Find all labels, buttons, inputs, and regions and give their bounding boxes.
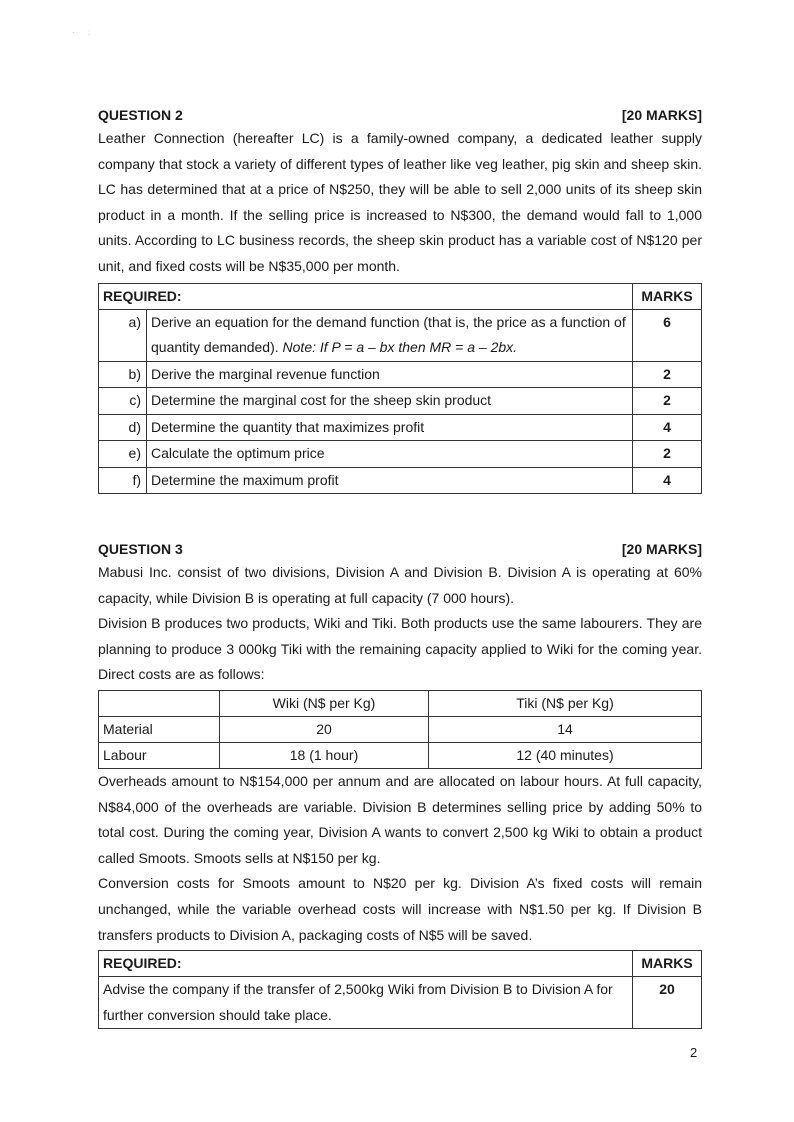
costs-row-labour — [99, 742, 702, 768]
costs-cell-tiki: 14 — [429, 716, 702, 742]
row-label: d) — [99, 414, 147, 441]
row-marks: 2 — [633, 441, 702, 468]
row-text: Determine the quantity that maximizes profit — [147, 414, 633, 441]
question-3 — [98, 538, 702, 1029]
required-row-d — [99, 414, 702, 441]
costs-header-row — [99, 690, 702, 716]
required-row-b — [99, 361, 702, 388]
row-label: a) — [99, 309, 147, 361]
row-marks: 20 — [633, 977, 702, 1029]
required-header-row — [99, 283, 702, 309]
col-header-wiki: Wiki (N$ per Kg) — [220, 690, 429, 716]
question-3-header — [98, 538, 702, 560]
row-marks: 4 — [633, 414, 702, 441]
row-label: c) — [99, 388, 147, 415]
question-3-paragraph-2: Division B produces two products, Wiki and Tiki. Both products use the same labourers. They are planning to produce 3 000kg Tiki with the remaining capacity applied to Wiki for the coming year. Direct costs are as follows: — [98, 615, 702, 683]
question-3-paragraph-4: Conversion costs for Smoots amount to N$20 per kg. Division A’s fixed costs will remain unchanged, while the variable overhead costs will increase with N$1.50 per kg. If Division B transfers products to Division A, packaging costs of N$5 will be saved. — [98, 875, 702, 943]
question-3-paragraph-1: Mabusi Inc. consist of two divisions, Division A and Division B. Division A is operating at 60% capacity, while Division B is operating at full capacity (7 000 hours). — [98, 564, 702, 606]
question-3-paragraph-3: Overheads amount to N$154,000 per annum and are allocated on labour hours. At full capacity, N$84,000 of the overheads are variable. Division B determines selling price by adding 50% to total cost. During the coming year, Division A wants to convert 2,500 kg Wiki to obtain a product called Smoots. Smoots sells at N$150 per kg. — [98, 772, 702, 866]
row-marks: 4 — [633, 467, 702, 494]
marks-header: MARKS — [633, 951, 702, 977]
question-2-title: QUESTION 2 — [98, 107, 183, 123]
question-2-marks: [20 MARKS] — [621, 107, 702, 123]
question-3-marks: [20 MARKS] — [621, 541, 702, 557]
row-text-main: Derive an equation for the demand function (that is, the price as a function of quantity demanded). — [151, 313, 626, 356]
row-marks: 2 — [633, 388, 702, 415]
costs-cell-tiki: 12 (40 minutes) — [429, 742, 702, 768]
direct-costs-table — [98, 690, 702, 769]
row-text: Advise the company if the transfer of 2,500kg Wiki from Division B to Division A for further conversion should take place. — [99, 977, 633, 1029]
costs-cell-wiki: 18 (1 hour) — [220, 742, 429, 768]
row-text: Calculate the optimum price — [147, 441, 633, 468]
question-2-header — [98, 104, 702, 126]
row-marks: 2 — [633, 361, 702, 388]
costs-cell-wiki: 20 — [220, 716, 429, 742]
costs-row-label: Labour — [99, 742, 220, 768]
row-label: f) — [99, 467, 147, 494]
required-row-e — [99, 441, 702, 468]
required-row-a — [99, 309, 702, 361]
costs-row-label: Material — [99, 716, 220, 742]
costs-row-material — [99, 716, 702, 742]
required-header: REQUIRED: — [99, 283, 633, 309]
required-row — [99, 977, 702, 1029]
question-3-required-table — [98, 950, 702, 1029]
row-label: e) — [99, 441, 147, 468]
row-text: Determine the maximum profit — [147, 467, 633, 494]
row-marks: 6 — [633, 309, 702, 361]
row-label: b) — [99, 361, 147, 388]
question-2-required-table — [98, 283, 702, 495]
row-text — [147, 309, 633, 361]
question-2 — [98, 104, 702, 494]
question-3-title: QUESTION 3 — [98, 541, 183, 557]
scan-specks: · : — [72, 28, 91, 37]
required-row-c — [99, 388, 702, 415]
row-text: Derive the marginal revenue function — [147, 361, 633, 388]
required-header-row — [99, 951, 702, 977]
row-text: Determine the marginal cost for the sheep skin product — [147, 388, 633, 415]
page-number: 2 — [690, 1045, 698, 1060]
row-note: Note: If P = a – bx then MR = a – 2bx. — [282, 339, 518, 356]
col-header-tiki: Tiki (N$ per Kg) — [429, 690, 702, 716]
question-2-paragraph: Leather Connection (hereafter LC) is a family-owned company, a dedicated leather supply company that stock a variety of different types of leather like veg leather, pig skin and sheep skin. LC has determined that at a price of N$250, they will be able to sell 2,000 units of its sheep skin product in a month. If the selling price is increased to N$300, the demand would fall to 1,000 units. According to LC business records, the sheep skin product has a variable cost of N$120 per unit, and fixed costs will be N$35,000 per month. — [98, 130, 702, 274]
required-header: REQUIRED: — [99, 951, 633, 977]
required-row-f — [99, 467, 702, 494]
costs-corner-cell — [99, 690, 220, 716]
marks-header: MARKS — [633, 283, 702, 309]
